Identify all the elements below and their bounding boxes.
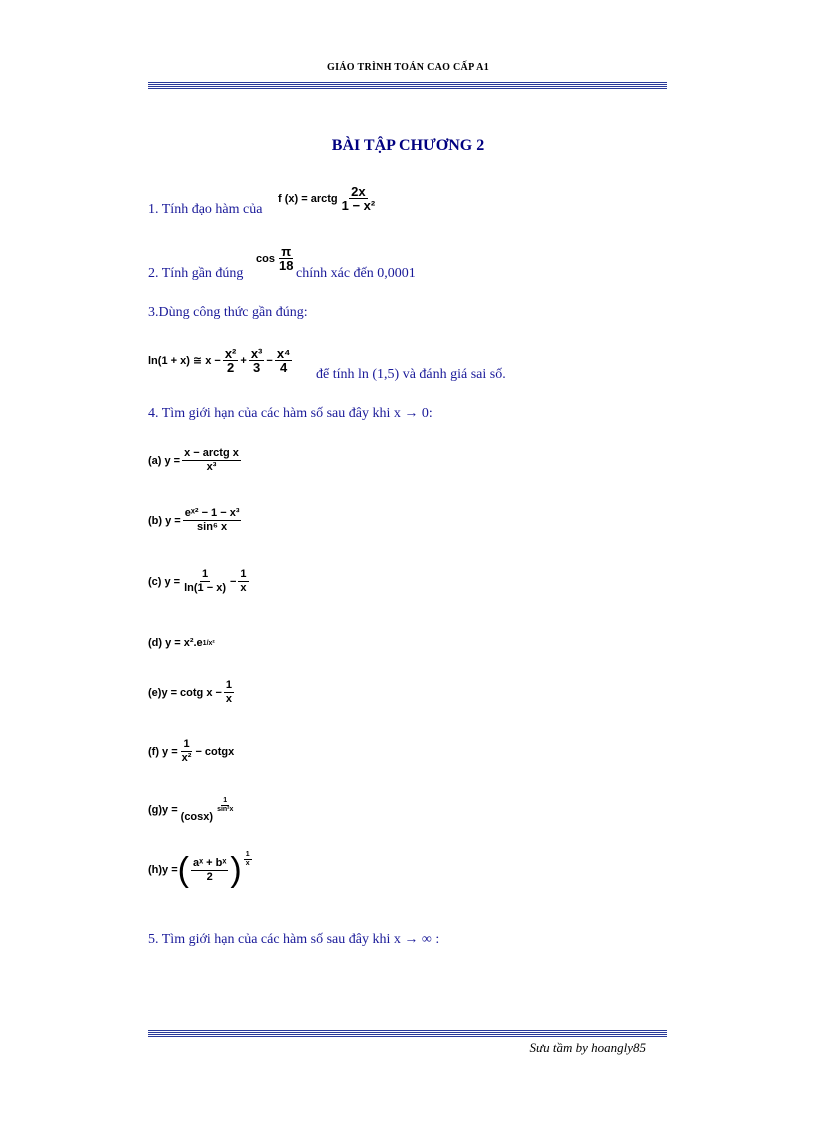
limit-a xyxy=(148,447,243,474)
label: (e)y = xyxy=(148,686,178,699)
formula-lhs: f (x) = arctg xyxy=(278,192,338,205)
fraction: $\frac{\text{aˣ + bˣ}}{2}$ xyxy=(192,856,227,883)
fraction: $\frac{1}{\ln(1 - x)}$ xyxy=(184,568,226,594)
exercise-1-text: 1. Tính đạo hàm của xyxy=(148,202,263,217)
label: (g)y = xyxy=(148,804,178,816)
footer-rule xyxy=(148,1030,667,1037)
fraction: $\frac{\text{x²}}{2}$ xyxy=(224,346,237,375)
limit-h: (h)y = ( $\frac{\text{aˣ + bˣ}}{2}$ ) $\frac{1}{x}$ xyxy=(148,850,250,889)
limit-d: (d) y = x².e 1/x² xyxy=(148,637,215,649)
numerator: π xyxy=(281,244,292,259)
exercise-4-text: 4. Tìm giới hạn của các hàm số sau đây khi x → 0: xyxy=(148,406,433,421)
fraction xyxy=(340,185,378,212)
exercise-5-text: 5. Tìm giới hạn của các hàm số sau đây khi x → ∞ : xyxy=(148,932,440,947)
formula-lhs: ln(1 + x) ≅ x − xyxy=(148,355,221,367)
cos-label: cos xyxy=(256,252,275,265)
label: (h)y = xyxy=(148,864,178,876)
running-header: GIÁO TRÌNH TOÁN CAO CẤP A1 xyxy=(327,62,489,73)
exercise-3-text: 3.Dùng công thức gần đúng: xyxy=(148,305,308,320)
fraction: $\frac{1}{\text{x²}}$ xyxy=(181,738,192,764)
label: (d) y = xyxy=(148,637,181,649)
denominator: 1 − x² xyxy=(341,198,376,213)
limit-e: (e)y = cotg x − $\frac{1}{x}$ xyxy=(148,679,233,705)
exercise-1-formula xyxy=(278,185,379,212)
exponent-fraction: $\frac{1}{\text{sin²x}}$ xyxy=(217,796,234,813)
exercise-2-formula xyxy=(256,245,297,272)
fraction: $\frac{\text{x − arctg x}}{\text{x³}}$ xyxy=(184,447,239,473)
limit-f: (f) y = $\frac{1}{\text{x²}}$ − cotgx xyxy=(148,738,235,764)
label: (f) y = xyxy=(148,745,178,758)
exercise-3-suffix: để tính ln (1,5) và đánh giá sai số. xyxy=(316,367,506,382)
fraction: $\frac{\text{eˣ² − 1 − x³}}{\text{sin⁶ x}}$ xyxy=(184,507,240,533)
fraction: $\frac{\text{x³}}{3}$ xyxy=(250,346,263,375)
limit-c: (c) y = $\frac{1}{\ln(1 - x)}$ − $\frac{1}{x}$ xyxy=(148,568,247,594)
denominator: 18 xyxy=(278,258,294,273)
exercise-2-text: 2. Tính gần đúng xyxy=(148,266,244,281)
numerator: 2x xyxy=(351,184,366,199)
label: (b) y = xyxy=(148,514,181,527)
exercise-2-suffix: chính xác đến 0,0001 xyxy=(296,266,416,281)
exercise-3-formula: ln(1 + x) ≅ x − $\frac{\text{x²}}{2}$ + $\frac{\text{x³}}{3}$ − $\frac{\text{x⁴}}{4}$ xyxy=(148,346,291,375)
fraction xyxy=(277,245,295,272)
exponent-fraction: $\frac{1}{x}$ xyxy=(245,850,250,867)
limit-b xyxy=(148,507,243,534)
header-rule xyxy=(148,82,667,89)
footer-credit: Sưu tầm by hoangly85 xyxy=(529,1040,646,1055)
chapter-title: BÀI TẬP CHƯƠNG 2 xyxy=(331,137,485,154)
fraction: $\frac{\text{x⁴}}{4}$ xyxy=(276,346,291,375)
fraction: $\frac{1}{x}$ xyxy=(240,568,247,594)
fraction: $\frac{1}{x}$ xyxy=(225,679,233,705)
label: (a) y = xyxy=(148,454,181,467)
limit-g: (g)y = (cosx) $\frac{1}{\text{sin²x}}$ xyxy=(148,796,234,823)
label: (c) y = xyxy=(148,575,181,588)
